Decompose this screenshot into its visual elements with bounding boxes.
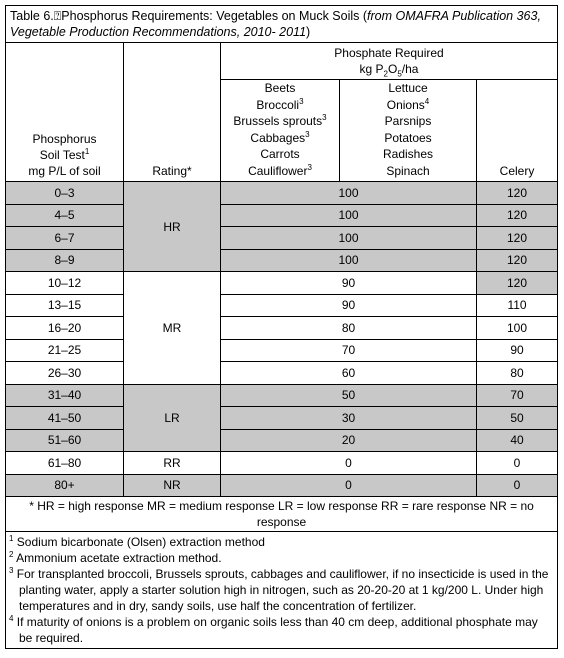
phosphate-cell: 50	[221, 384, 477, 407]
title-main: Phosphorus Requirements: Vegetables on Muck Soils (	[61, 9, 368, 23]
table-row	[6, 294, 558, 317]
celery-cell: 120	[477, 204, 558, 227]
soil-test-cell: 4–5	[6, 204, 124, 227]
phosphate-cell: 90	[221, 294, 477, 317]
soil-test-cell: 41–50	[6, 407, 124, 430]
celery-cell: 120	[477, 182, 558, 205]
phosphate-cell: 0	[221, 474, 477, 497]
table-row	[6, 362, 558, 385]
phosphate-cell: 100	[221, 204, 477, 227]
celery-cell: 0	[477, 452, 558, 475]
footnotes	[6, 532, 558, 649]
header-soil-test-sup: 1	[84, 147, 90, 156]
title-prefix: Table 6.	[10, 9, 54, 23]
header-phosphate-unit: kg $P_2O_5/ha$	[359, 62, 419, 79]
phosphorus-requirements-table	[5, 5, 558, 649]
crop-onions: Onions	[386, 97, 425, 112]
phosphate-cell: 90	[221, 272, 477, 295]
crop-radishes: Radishes	[382, 147, 434, 161]
table-row	[6, 272, 558, 295]
crop-cabbages: Cabbages	[250, 130, 306, 145]
table-row	[6, 317, 558, 340]
table-row	[6, 339, 558, 362]
phosphate-cell: 0	[221, 452, 477, 475]
soil-test-cell: 8–9	[6, 249, 124, 272]
title-glyph: ⍰	[53, 9, 62, 23]
title-suffix: )	[306, 25, 311, 39]
soil-test-cell: 61–80	[6, 452, 124, 475]
phosphate-cell: 100	[221, 182, 477, 205]
celery-cell: 120	[477, 272, 558, 295]
rating-rr: RR	[124, 452, 221, 475]
soil-test-cell: 26–30	[6, 362, 124, 385]
soil-test-cell: 31–40	[6, 384, 124, 407]
celery-cell: 90	[477, 339, 558, 362]
phosphorus-table-frame	[5, 5, 557, 649]
table-row	[6, 227, 558, 250]
header-phosphate-required	[221, 43, 558, 80]
header-rating: Rating*	[124, 43, 221, 182]
phosphate-cell: 30	[221, 407, 477, 430]
footnote-1: $^1$ Sodium bicarbonate (Olsen) extraction method	[9, 534, 265, 549]
crop-broccoli: Broccoli	[256, 97, 300, 112]
crop-spinach: Spinach	[386, 163, 430, 178]
header-soil-test-line3: mg P/L of soil	[28, 164, 101, 178]
crop-beets: Beets	[264, 81, 296, 95]
soil-test-cell: 16–20	[6, 317, 124, 340]
celery-cell: 110	[477, 294, 558, 317]
phosphate-cell: 70	[221, 339, 477, 362]
header-phosphate-line1: Phosphate Required	[334, 46, 444, 60]
phosphate-cell: 20	[221, 429, 477, 452]
celery-cell: 120	[477, 249, 558, 272]
crop-lettuce: Lettuce	[388, 81, 428, 95]
table-row	[6, 407, 558, 430]
celery-cell: 70	[477, 384, 558, 407]
header-soil-test	[6, 43, 124, 182]
phosphate-cell: 100	[221, 249, 477, 272]
header-soil-test-line2: Soil Test	[39, 148, 85, 162]
footnote-2: $^2$ Ammonium acetate extraction method.	[9, 550, 222, 565]
table-row	[6, 182, 558, 205]
rating-legend-note: * HR = high response MR = medium response LR = low response RR = rare response NR = no response	[6, 497, 558, 532]
header-soil-test-line1: Phosphorus	[32, 132, 97, 146]
celery-cell: 0	[477, 474, 558, 497]
crop-brussels-sprouts: Brussels sprouts	[233, 114, 323, 128]
celery-cell: 40	[477, 429, 558, 452]
crop-cauliflower: Cauliflower	[248, 163, 308, 178]
rating-mr: MR	[124, 272, 221, 385]
soil-test-cell: 80+	[6, 474, 124, 497]
celery-cell: 120	[477, 227, 558, 250]
crop-parsnips: Parsnips	[384, 114, 432, 128]
soil-test-cell: 0–3	[6, 182, 124, 205]
header-group1-crops: Beets Broccoli$^3$ Brussels sprouts$^3$ Cabbages$^3$ Carrots Cauliflower$^3$	[221, 80, 340, 182]
table-title	[6, 6, 558, 43]
soil-test-cell: 13–15	[6, 294, 124, 317]
footnote-4: $^4$ If maturity of onions is a problem on organic soils less than 40 cm deep, additional phosphate may be required.	[9, 614, 538, 645]
soil-test-cell: 21–25	[6, 339, 124, 362]
phosphate-cell: 60	[221, 362, 477, 385]
celery-cell: 100	[477, 317, 558, 340]
celery-cell: 50	[477, 407, 558, 430]
footnote-3: $^3$ For transplanted broccoli, Brussels sprouts, cabbages and cauliflower, if no insecticide is used in the planting water, apply a starter solution high in nitrogen, such as 20-20-20 at 1 kg/200 L. Under high temperatures and in dry, sandy soils, use half the concentration of fertilizer.	[9, 566, 549, 613]
soil-test-cell: 10–12	[6, 272, 124, 295]
soil-test-cell: 6–7	[6, 227, 124, 250]
table-row	[6, 429, 558, 452]
table-row	[6, 204, 558, 227]
rating-nr: NR	[124, 474, 221, 497]
rating-hr: HR	[124, 182, 221, 272]
soil-test-cell: 51–60	[6, 429, 124, 452]
table-row	[6, 452, 558, 475]
title-source: from OMAFRA Publication 363, Vegetable Production Recommendations, 2010- 2011	[10, 9, 541, 39]
header-group2-crops: Lettuce Onions$^4$ Parsnips Potatoes Radishes Spinach	[340, 80, 477, 182]
table-row	[6, 249, 558, 272]
rating-lr: LR	[124, 384, 221, 452]
table-row	[6, 474, 558, 497]
crop-potatoes: Potatoes	[384, 130, 432, 145]
phosphate-cell: 100	[221, 227, 477, 250]
header-celery: Celery	[477, 80, 558, 182]
table-row	[6, 384, 558, 407]
crop-carrots: Carrots	[260, 147, 300, 161]
celery-cell: 80	[477, 362, 558, 385]
phosphate-cell: 80	[221, 317, 477, 340]
